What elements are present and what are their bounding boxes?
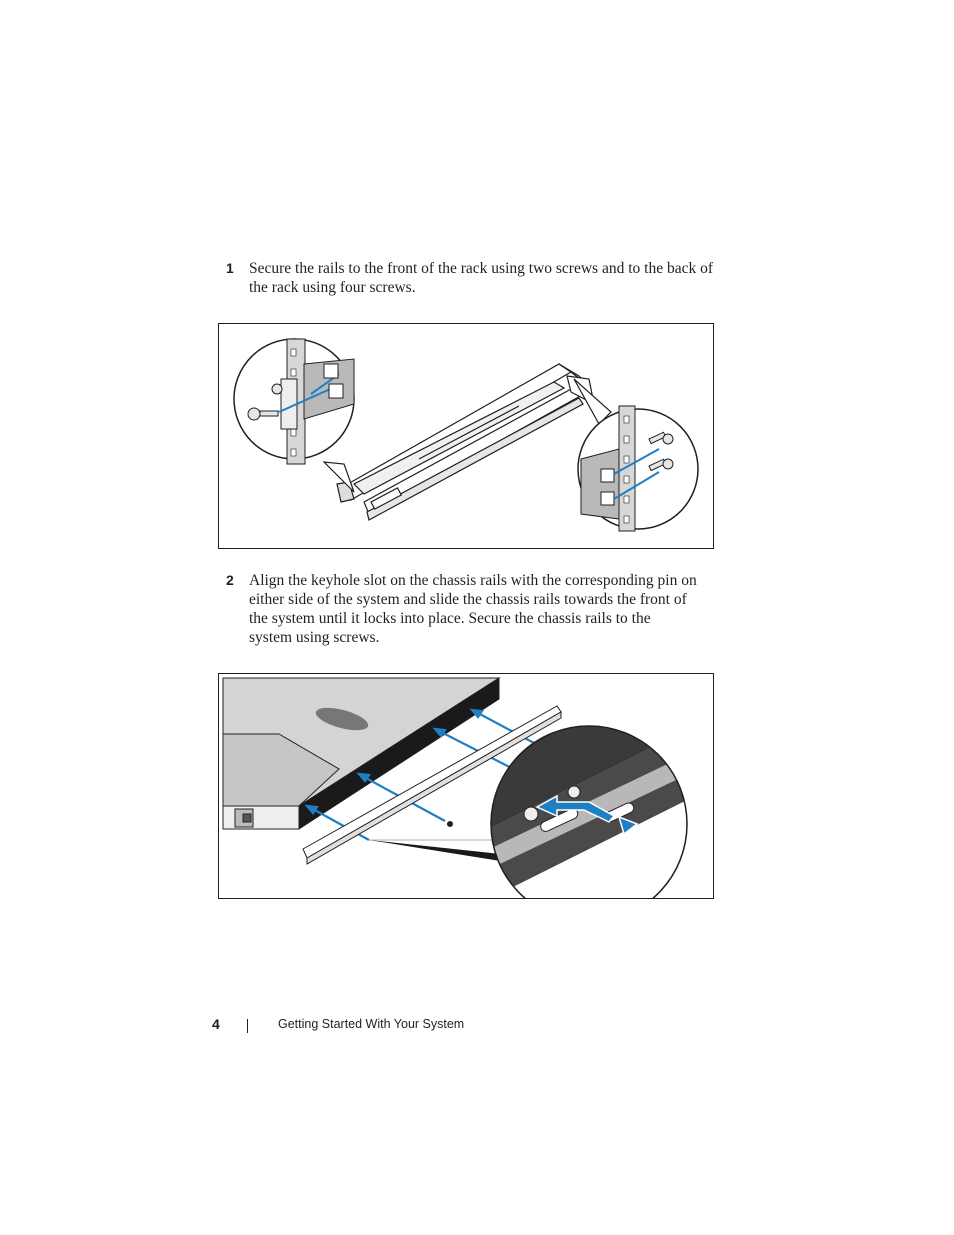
rear-callout [574,379,698,531]
page-number: 4 [212,1016,220,1032]
footer-separator [247,1019,248,1033]
rail-illustration [219,324,713,548]
rack-rail [337,364,594,520]
footer-title: Getting Started With Your System [278,1017,465,1031]
screw-icon [272,384,282,394]
step-text: Secure the rails to the front of the rack using two screws and to the back of the rack using four screws. [249,260,713,296]
chassis-illustration [219,674,713,898]
step-number: 2 [226,572,234,588]
front-callout [234,339,354,492]
step-number: 1 [226,260,234,276]
rail-installation-figure [218,323,714,549]
chassis-rail-figure [218,673,714,899]
step-text: Align the keyhole slot on the chassis rails with the corresponding pin on either side of the system and slide the chassis rails towards the front of the system until it locks into place. Secure the chassis rails to the system using screws. [249,572,697,646]
server-chassis [223,678,499,829]
